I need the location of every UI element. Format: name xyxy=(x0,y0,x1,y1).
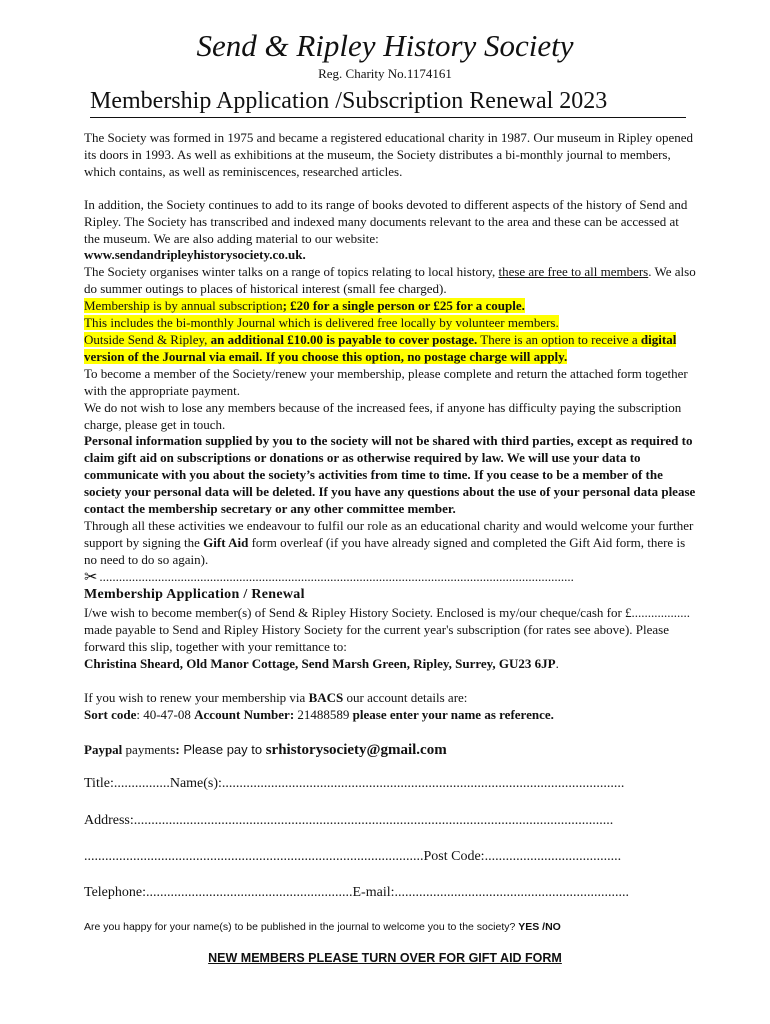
become-paragraph: To become a member of the Society/renew your membership, please complete and return the attached form together with the appropriate payment. xyxy=(84,365,688,398)
address-field[interactable]: Address:......................................................................................................................................... xyxy=(84,813,614,828)
account-number-label: Account Number: xyxy=(194,707,295,722)
subscription-text-a: Membership is by annual subscription xyxy=(84,298,283,314)
bacs-section xyxy=(84,689,696,723)
cut-line xyxy=(84,569,696,586)
outside-postage: an additional £10.00 is payable to cover postage. xyxy=(210,331,478,347)
bacs-term: BACS xyxy=(308,690,344,705)
scissors-icon: ✂ xyxy=(84,568,98,586)
paypal-email[interactable]: srhistorysociety@gmail.com xyxy=(265,742,447,758)
journal-line xyxy=(84,315,696,332)
publish-question-text: Are you happy for your name(s) to be published in the journal to welcome you to the society? xyxy=(84,921,519,933)
website-text[interactable]: www.sendandripleyhistorysociety.co.uk. xyxy=(84,247,306,263)
paypal-instruction: Please pay to xyxy=(179,742,266,757)
telephone-email-field[interactable]: Telephone:...........................................................E-mail:................................................................... xyxy=(84,885,629,900)
website-link[interactable] xyxy=(84,247,696,264)
journal-text: This includes the bi-monthly Journal which is delivered free locally by volunteer members. xyxy=(84,315,559,331)
subscription-line xyxy=(84,298,696,315)
paragraph-gap xyxy=(84,181,696,197)
publish-question xyxy=(84,920,561,934)
intro-section xyxy=(84,130,696,586)
outside-text-a: Outside Send & Ripley, xyxy=(84,331,211,347)
title-name-field[interactable]: Title:................Name(s):................................................................................................................... xyxy=(84,776,625,791)
sort-code-value: : 40-47-08 xyxy=(136,707,195,722)
talks-free-text: these are free to all members xyxy=(498,264,649,280)
personal-data-text: Personal information supplied by you to the society will not be shared with third parties, except as required to claim gift aid on subscriptions or donations or as otherwise required by law. We will use your data to communicate with you about the society’s activities from time to time. If you cease to be a member of the society your personal data will be deleted. If you have any questions about the use of your personal data please contact the membership secretary or any other committee member. xyxy=(84,433,696,517)
bacs-text-a: If you wish to renew your membership via xyxy=(84,690,309,705)
talks-paragraph xyxy=(84,264,696,298)
outside-paragraph xyxy=(84,332,696,366)
talks-text-b: . We also do summer outings to places of historical interest (small fee charged). xyxy=(84,264,696,297)
application-heading: Membership Application / Renewal xyxy=(84,587,305,602)
society-title: Send & Ripley History Society xyxy=(196,28,574,63)
gift-aid-text-a: Through all these activities we endeavour to fulfil our role as an educational charity and would welcome your further support by signing the xyxy=(84,517,694,550)
paypal-line xyxy=(84,740,447,760)
reference-note: please enter your name as reference. xyxy=(352,707,554,722)
account-details xyxy=(84,706,696,723)
charity-number: Reg. Charity No.1174161 xyxy=(318,66,452,81)
personal-data-paragraph xyxy=(84,433,696,518)
address-end: . xyxy=(555,656,559,671)
paypal-payments: payments xyxy=(122,742,176,757)
digital-option: digital version of the Journal via email. If you choose this option, no postage charge will apply. xyxy=(84,331,677,364)
bacs-text-c: our account details are: xyxy=(343,690,468,705)
paypal-colon: : xyxy=(175,742,180,757)
remittance-address-line xyxy=(84,655,696,672)
application-section xyxy=(84,604,696,672)
gift-aid-term: Gift Aid xyxy=(203,534,249,550)
gift-aid-text-c: form overleaf (if you have already signed and completed the Gift Aid form, there is no need to do so again). xyxy=(84,534,686,567)
subscription-rates: ; £20 for a single person or £25 for a couple. xyxy=(282,298,525,314)
postcode-field[interactable]: .................................................................................................Post Code:....................................... xyxy=(84,849,622,864)
bacs-line xyxy=(84,689,696,706)
application-wish: I/we wish to become member(s) of Send & Ripley History Society. Enclosed is my/our cheque/cash for £.................. made payable to Send and Ripley History Society for the current year's subscription (for rates see above). Please forward this slip, together with your remittance to: xyxy=(84,605,691,654)
intro-paragraph-2: In addition, the Society continues to add to its range of books devoted to different aspects of the history of Send and Ripley. The Society has transcribed and indexed many documents relevant to the area and these can be accessed at the museum. We are also adding material to our website: xyxy=(84,196,688,246)
outside-text-c: There is an option to receive a xyxy=(477,331,641,347)
paypal-label: Paypal xyxy=(84,742,123,757)
gift-aid-paragraph xyxy=(84,518,696,569)
form-heading: Membership Application /Subscription Renewal 2023 xyxy=(90,86,686,118)
talks-text-a: The Society organises winter talks on a range of topics relating to local history, xyxy=(84,264,499,280)
fees-paragraph: We do not wish to lose any members because of the increased fees, if anyone has difficulty paying the subscription charge, please get in touch. xyxy=(84,399,682,432)
cut-dots: .................................................................................................................................................. xyxy=(99,568,574,584)
sort-code-label: Sort code xyxy=(84,707,137,722)
turn-over-note: NEW MEMBERS PLEASE TURN OVER FOR GIFT AID FORM xyxy=(208,951,562,965)
remittance-address: Christina Sheard, Old Manor Cottage, Send Marsh Green, Ripley, Surrey, GU23 6JP xyxy=(84,656,556,671)
account-number-value: 21488589 xyxy=(294,707,353,722)
yes-no-choice[interactable]: YES /NO xyxy=(518,921,561,933)
intro-paragraph-1: The Society was formed in 1975 and became a registered educational charity in 1987. Our museum in Ripley opened its doors in 1993. As well as exhibitions at the museum, the Society distributes a bi-monthly journal to members, which contains, as well as reminiscences, researched articles. xyxy=(84,130,694,179)
